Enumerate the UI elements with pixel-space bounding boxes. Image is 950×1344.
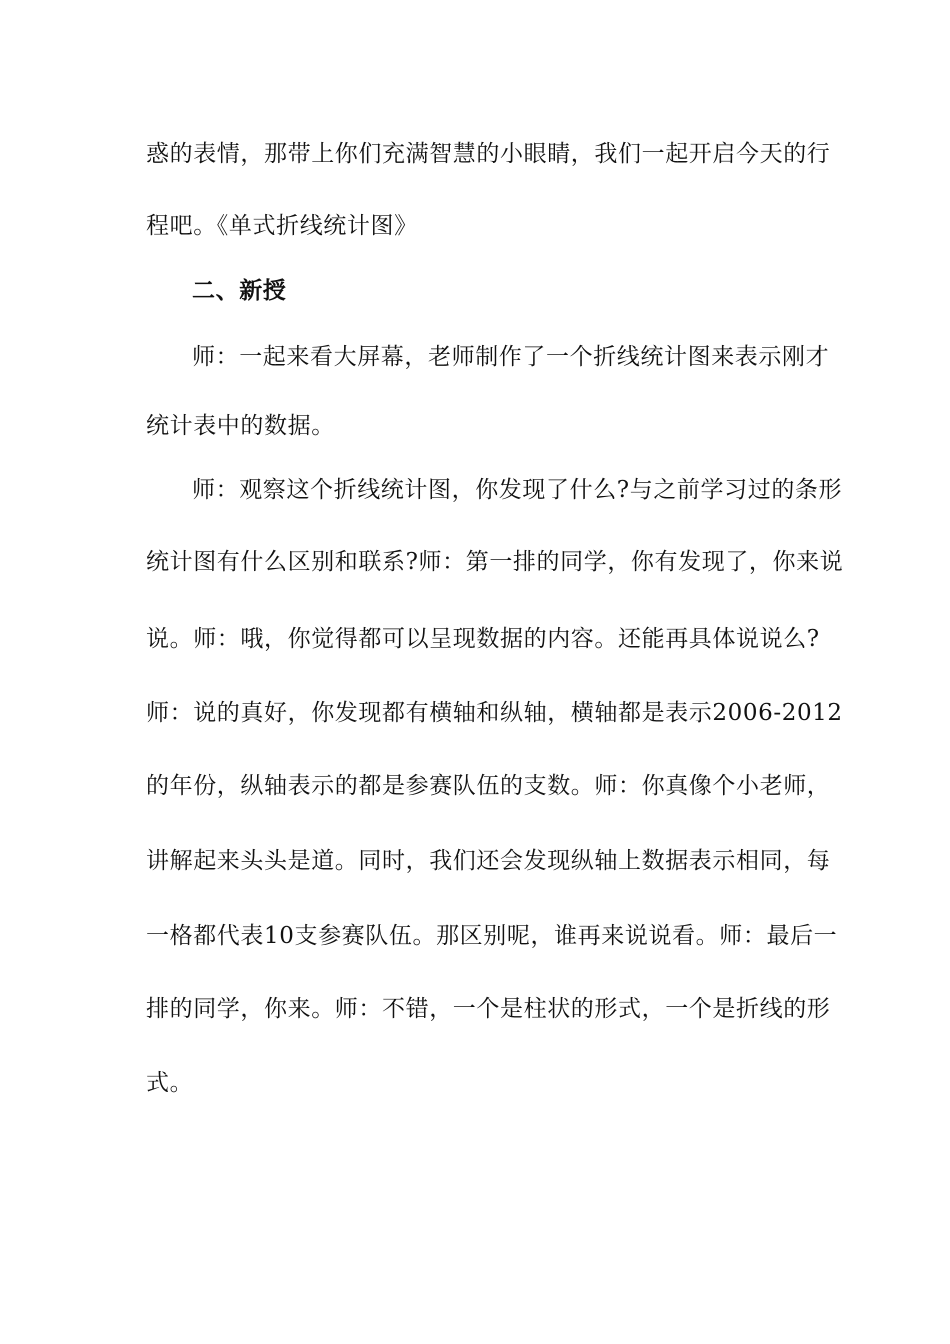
section-heading: 二、新授 bbox=[192, 277, 287, 304]
paragraph-line-14: 式。 bbox=[146, 1070, 194, 1096]
paragraph-line-12: 一格都代表10支参赛队伍。那区别呢，谁再来说说看。师：最后一 bbox=[146, 923, 838, 949]
paragraph-line-10: 的年份，纵轴表示的都是参赛队伍的支数。师：你真像个小老师， bbox=[146, 773, 831, 799]
paragraph-line-13: 排的同学，你来。师：不错，一个是柱状的形式，一个是折线的形 bbox=[146, 996, 831, 1022]
paragraph-line-11: 讲解起来头头是道。同时，我们还会发现纵轴上数据表示相同，每 bbox=[146, 848, 831, 874]
paragraph-line-6: 师：观察这个折线统计图，你发现了什么?与之前学习过的条形 bbox=[192, 477, 843, 503]
paragraph-line-8: 说。师：哦，你觉得都可以呈现数据的内容。还能再具体说说么? bbox=[146, 626, 820, 652]
paragraph-line-7: 统计图有什么区别和联系?师：第一排的同学，你有发现了，你来说 bbox=[146, 549, 844, 575]
paragraph-line-2: 程吧。《单式折线统计图》 bbox=[146, 213, 418, 239]
paragraph-line-9: 师：说的真好，你发现都有横轴和纵轴，横轴都是表示2006-2012 bbox=[146, 700, 843, 726]
paragraph-line-1: 惑的表情，那带上你们充满智慧的小眼睛，我们一起开启今天的行 bbox=[146, 141, 831, 167]
paragraph-line-5: 统计表中的数据。 bbox=[146, 413, 335, 439]
paragraph-line-4: 师：一起来看大屏幕，老师制作了一个折线统计图来表示刚才 bbox=[192, 344, 830, 370]
